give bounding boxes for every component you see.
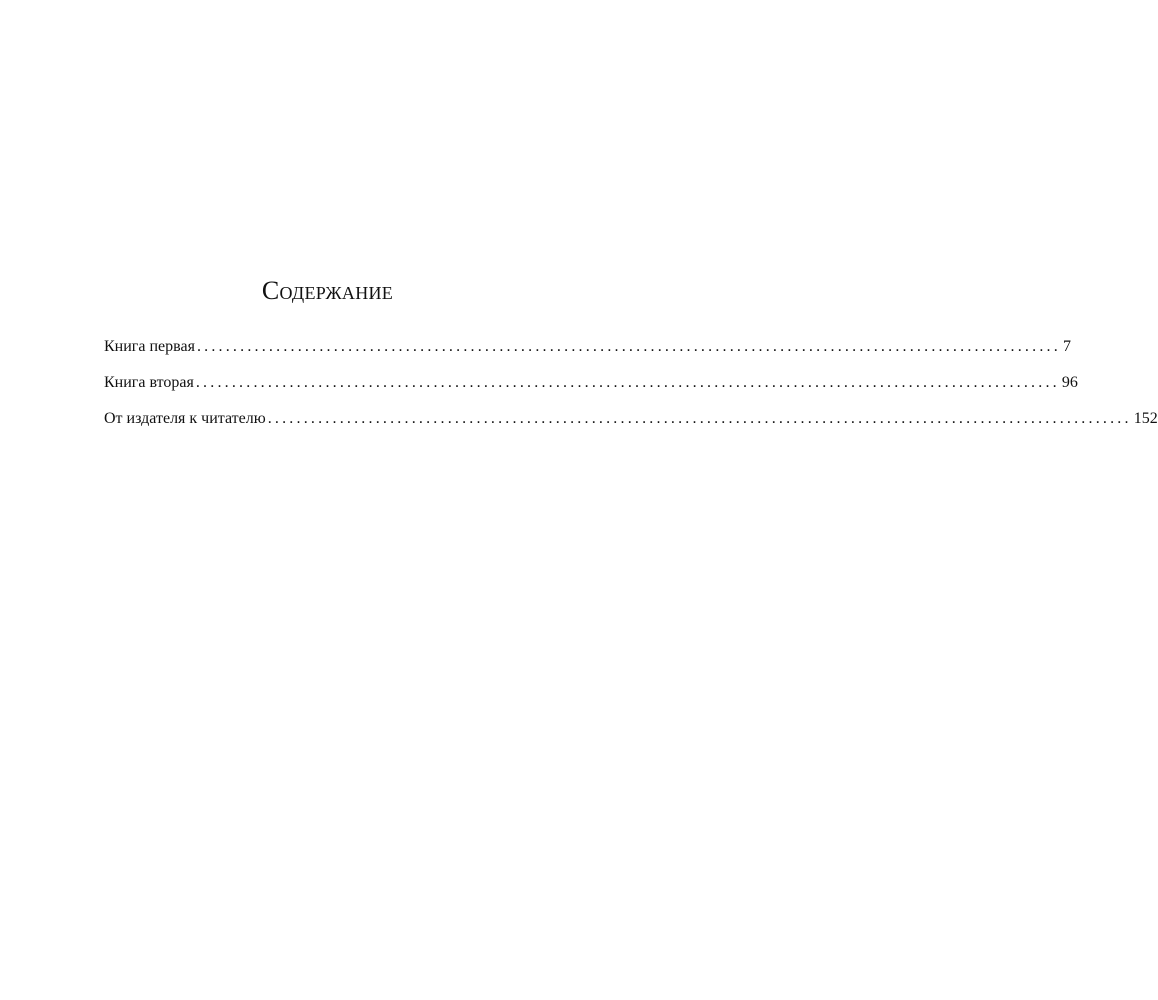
toc-entry bbox=[104, 409, 1158, 445]
dot-leader: ........................................................................................................................ bbox=[195, 374, 1060, 391]
toc-entry-label: Книга вторая bbox=[104, 374, 194, 391]
toc-entry-page: 96 bbox=[1061, 374, 1078, 391]
dot-leader: ........................................................................................................................ bbox=[267, 410, 1132, 427]
toc-title: Содержание bbox=[261, 276, 394, 305]
toc-entry bbox=[104, 337, 1071, 373]
toc-entry-page: 7 bbox=[1062, 338, 1071, 355]
toc-list bbox=[104, 337, 1158, 445]
toc-entry bbox=[104, 373, 1078, 409]
toc-entry-page: 152 bbox=[1133, 410, 1158, 427]
toc-entry-label: От издателя к читателю bbox=[104, 410, 266, 427]
dot-leader: ........................................................................................................................ bbox=[196, 338, 1061, 355]
toc-entry-label: Книга первая bbox=[104, 338, 195, 355]
